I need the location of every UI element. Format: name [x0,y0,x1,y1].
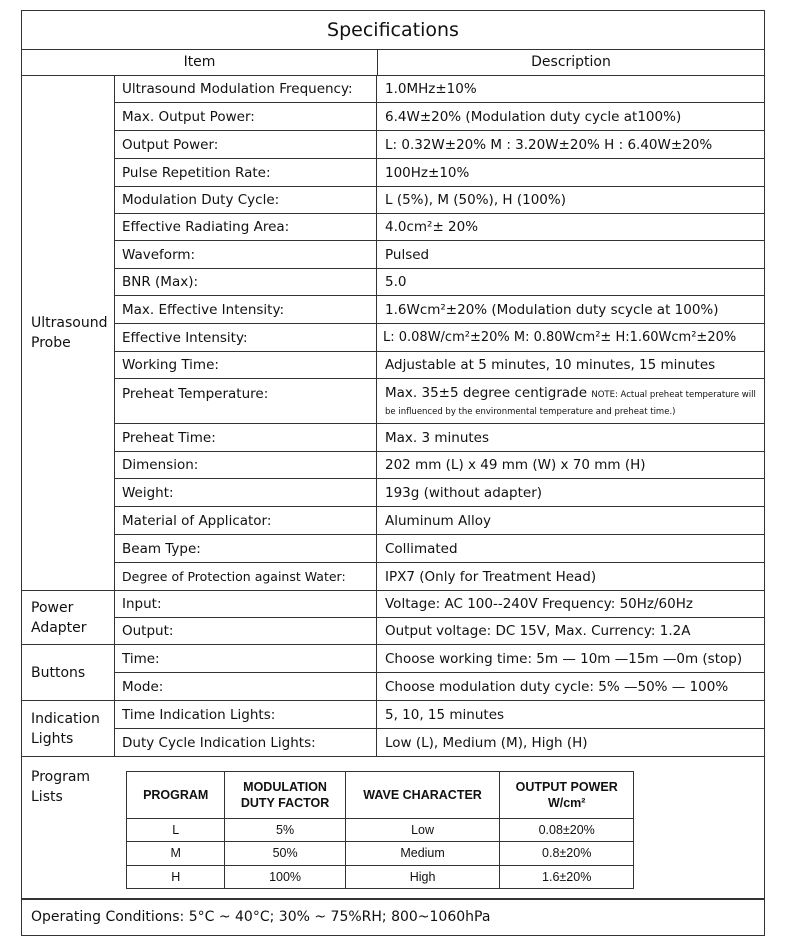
table-row: Beam Type: Collimated [115,535,764,563]
duty-factor-header: MODULATION DUTY FACTOR [225,772,345,819]
preheat-temperature-value: Max. 35±5 degree centigrade [385,385,588,401]
specifications-table [21,10,765,936]
table-row: Waveform: Pulsed [115,241,764,269]
table-row: Material of Applicator: Aluminum Alloy [115,507,764,535]
group-indication-lights: Indication Lights [22,701,115,757]
table-row: Mode: Choose modulation duty cycle: 5% —50% — 100% [115,673,764,701]
table-row: Output: Output voltage: DC 15V, Max. Currency: 1.2A [115,618,764,645]
table-row: Time: Choose working time: 5m — 10m —15m —0m (stop) [115,645,764,673]
table-row: Modulation Duty Cycle: L (5%), M (50%), H (100%) [115,187,764,214]
table-row: Duty Cycle Indication Lights: Low (L), Medium (M), High (H) [115,729,764,757]
preheat-note: NOTE: Actual preheat temperature will be influenced by the environmental temperature and preheat time.) [385,390,756,417]
output-power-header: OUTPUT POWER W/cm² [500,772,634,819]
table-row: Working Time: Adjustable at 5 minutes, 10 minutes, 15 minutes [115,352,764,379]
wave-character-header: WAVE CHARACTER [345,772,500,819]
program-row: L 5% Low 0.08±20% [127,819,634,842]
table-row: Dimension: 202 mm (L) x 49 mm (W) x 70 mm (H) [115,452,764,479]
table-row: Ultrasound Modulation Frequency: 1.0MHz±10% [115,75,764,103]
table-row: Input: Voltage: AC 100--240V Frequency: 50Hz/60Hz [115,591,764,618]
table-row: Degree of Protection against Water: IPX7 (Only for Treatment Head) [115,563,764,591]
table-row: Max. Effective Intensity: 1.6Wcm²±20% (Modulation duty scycle at 100%) [115,296,764,324]
program-row: M 50% Medium 0.8±20% [127,842,634,865]
table-row: Weight: 193g (without adapter) [115,479,764,507]
column-header-description: Description [378,49,764,76]
table-row: Pulse Repetition Rate: 100Hz±10% [115,159,764,187]
group-program-lists: Program Lists [22,757,764,900]
table-row: Max. Output Power: 6.4W±20% (Modulation duty cycle at100%) [115,103,764,131]
table-row: Effective Radiating Area: 4.0cm²± 20% [115,214,764,241]
program-row: H 100% High 1.6±20% [127,865,634,888]
group-power-adapter: Power Adapter [22,591,115,645]
page-title: Specifications [22,11,764,50]
program-table [126,771,634,889]
program-header: PROGRAM [127,772,225,819]
table-row: Output Power: L: 0.32W±20% M : 3.20W±20% H : 6.40W±20% [115,131,764,159]
table-row: Effective Intensity: L: 0.08W/cm²±20% M: 0.80Wcm²± H:1.60Wcm²±20% [115,324,764,352]
column-header-item: Item [22,49,378,76]
table-row: Time Indication Lights: 5, 10, 15 minutes [115,701,764,729]
operating-conditions: Operating Conditions: 5°C ~ 40°C; 30% ~ 75%RH; 800~1060hPa [22,898,764,935]
table-row: BNR (Max): 5.0 [115,269,764,296]
group-buttons: Buttons [22,645,115,701]
table-row: Preheat Temperature: Max. 35±5 degree centigrade NOTE: Actual preheat temperature will be influenced by the environmental temperature and preheat time.) [115,379,764,424]
group-ultrasound-probe: Ultrasound Probe [22,75,115,591]
table-row: Preheat Time: Max. 3 minutes [115,424,764,452]
